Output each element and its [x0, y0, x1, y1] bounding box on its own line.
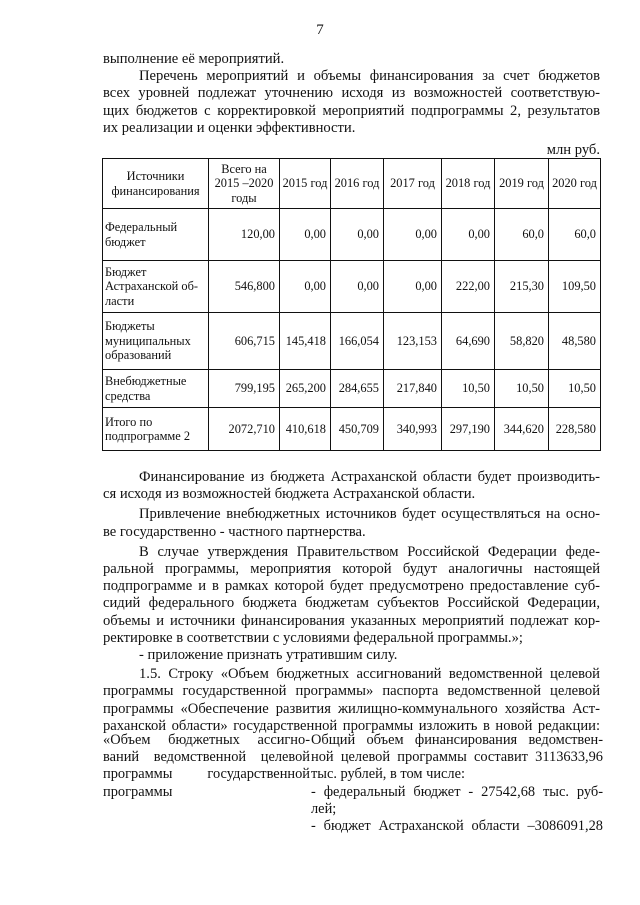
table-cell: 120,00 — [209, 209, 280, 261]
passport-value-line: Общий объем финансирования ведомствен- — [311, 732, 603, 748]
table-cell: 48,580 — [549, 313, 601, 370]
table-cell: 0,00 — [280, 209, 331, 261]
body-line: В случае утверждения Правительством Российской Федерации феде- — [139, 543, 600, 560]
table-cell: 0,00 — [331, 261, 384, 313]
header-cell: 2015 год — [280, 159, 331, 209]
passport-value-line: ной целевой программы составит 3113633,96 — [311, 749, 603, 766]
table-cell: 546,800 — [209, 261, 280, 313]
passport-label-line: ваний ведомственной целевой — [103, 749, 310, 766]
header-cell: Всего на 2015 –2020 годы — [209, 159, 280, 209]
passport-value-line: - бюджет Астраханской области –3086091,28 — [311, 818, 603, 835]
body-line: ся исходя из возможностей бюджета Астраханской области. — [103, 486, 476, 503]
unit-label: млн руб. — [546, 142, 600, 158]
passport-value — [311, 732, 603, 835]
body-line: 1.5. Строку «Объем бюджетных ассигнований ведомственной целевой — [139, 666, 600, 683]
intro-para-line: щих бюджетов с корректировкой мероприятий подпрограммы 2, результатов — [103, 102, 600, 119]
table-cell: 64,690 — [442, 313, 495, 370]
table-cell: 450,709 — [331, 408, 384, 451]
financing-table — [102, 158, 601, 451]
table-cell: 60,0 — [495, 209, 549, 261]
intro-line: выполнение её мероприятий. — [103, 51, 285, 67]
header-cell: Источники финансирования — [103, 159, 209, 209]
row-label: Бюджеты муниципальных образований — [103, 313, 209, 370]
body-line: объемы и источники финансирования указанных мероприятий подлежат кор- — [103, 612, 600, 629]
body-line: раханской области» государственной программы изложить в новой редакции: — [103, 717, 600, 734]
table-cell: 606,715 — [209, 313, 280, 370]
table-row — [103, 261, 601, 313]
body-line: ректировке в соответствии с условиями федеральной программы.»; — [103, 629, 523, 646]
table-cell: 10,50 — [442, 370, 495, 408]
table-cell: 0,00 — [331, 209, 384, 261]
table-cell: 145,418 — [280, 313, 331, 370]
table-cell: 0,00 — [442, 209, 495, 261]
table-cell: 109,50 — [549, 261, 601, 313]
page-number: 7 — [316, 22, 324, 38]
table-cell: 215,30 — [495, 261, 549, 313]
header-cell: 2018 год — [442, 159, 495, 209]
passport-label-line: программы государственной — [103, 766, 310, 783]
table-cell: 799,195 — [209, 370, 280, 408]
table-cell: 410,618 — [280, 408, 331, 451]
passport-value-line: - федеральный бюджет - 27542,68 тыс. руб- — [311, 783, 603, 800]
body-line: ве государственно - частного партнерства. — [103, 523, 366, 540]
table-cell: 10,50 — [495, 370, 549, 408]
header-cell: 2019 год — [495, 159, 549, 209]
table-cell: 0,00 — [280, 261, 331, 313]
table-row — [103, 209, 601, 261]
table-cell: 10,50 — [549, 370, 601, 408]
passport-value-line: лей; — [311, 800, 337, 817]
table-cell: 222,00 — [442, 261, 495, 313]
body-line: сидий федерального бюджета бюджетам субъектов Российской Федерации, — [103, 595, 600, 612]
body-line: Финансирование из бюджета Астраханской области будет производить- — [139, 469, 600, 485]
body-line: Привлечение внебюджетных источников будет осуществляться на осно- — [139, 506, 600, 523]
table-header-row — [103, 159, 601, 209]
passport-label-line: «Объем бюджетных ассигно- — [103, 732, 310, 748]
row-label: Бюджет Астраханской об-ласти — [103, 261, 209, 313]
body-line: программы государственной программы» паспорта ведомственной целевой — [103, 683, 600, 700]
table-cell: 228,580 — [549, 408, 601, 451]
table-cell: 0,00 — [384, 209, 442, 261]
passport-label — [103, 732, 310, 801]
table-cell: 60,0 — [549, 209, 601, 261]
table-row — [103, 370, 601, 408]
intro-para-line: всех уровней подлежат уточнению исходя из возможностей соответствую- — [103, 85, 600, 102]
table-cell: 265,200 — [280, 370, 331, 408]
table-row — [103, 408, 601, 451]
table-cell: 58,820 — [495, 313, 549, 370]
body-line: подпрограмме и в рамках которой будет предусмотрено предоставление суб- — [103, 578, 600, 595]
table-cell: 284,655 — [331, 370, 384, 408]
intro-para-line: их реализации и оценки эффективности. — [103, 119, 356, 136]
table-cell: 340,993 — [384, 408, 442, 451]
row-label: Внебюджетные средства — [103, 370, 209, 408]
body-line: - приложение признать утратившим силу. — [139, 647, 398, 664]
table-cell: 166,054 — [331, 313, 384, 370]
intro-para-line: Перечень мероприятий и объемы финансирования за счет бюджетов — [139, 68, 600, 85]
intro-block — [103, 51, 600, 137]
table-cell: 297,190 — [442, 408, 495, 451]
table-cell: 123,153 — [384, 313, 442, 370]
row-label: Итого по подпрограмме 2 — [103, 408, 209, 451]
table-cell: 344,620 — [495, 408, 549, 451]
table-cell: 2072,710 — [209, 408, 280, 451]
passport-label-line: программы — [103, 783, 173, 800]
header-cell: 2016 год — [331, 159, 384, 209]
body-block — [103, 469, 600, 735]
table-cell: 0,00 — [384, 261, 442, 313]
passport-value-line: тыс. рублей, в том числе: — [311, 766, 465, 783]
header-cell: 2020 год — [549, 159, 601, 209]
header-cell: 2017 год — [384, 159, 442, 209]
body-line: программы «Обеспечение развития жилищно-коммунального хозяйства Аст- — [103, 700, 600, 717]
row-label: Федеральный бюджет — [103, 209, 209, 261]
body-line: ральной программы, мероприятия которой будут аналогичны настоящей — [103, 561, 600, 578]
table-row — [103, 313, 601, 370]
table-cell: 217,840 — [384, 370, 442, 408]
